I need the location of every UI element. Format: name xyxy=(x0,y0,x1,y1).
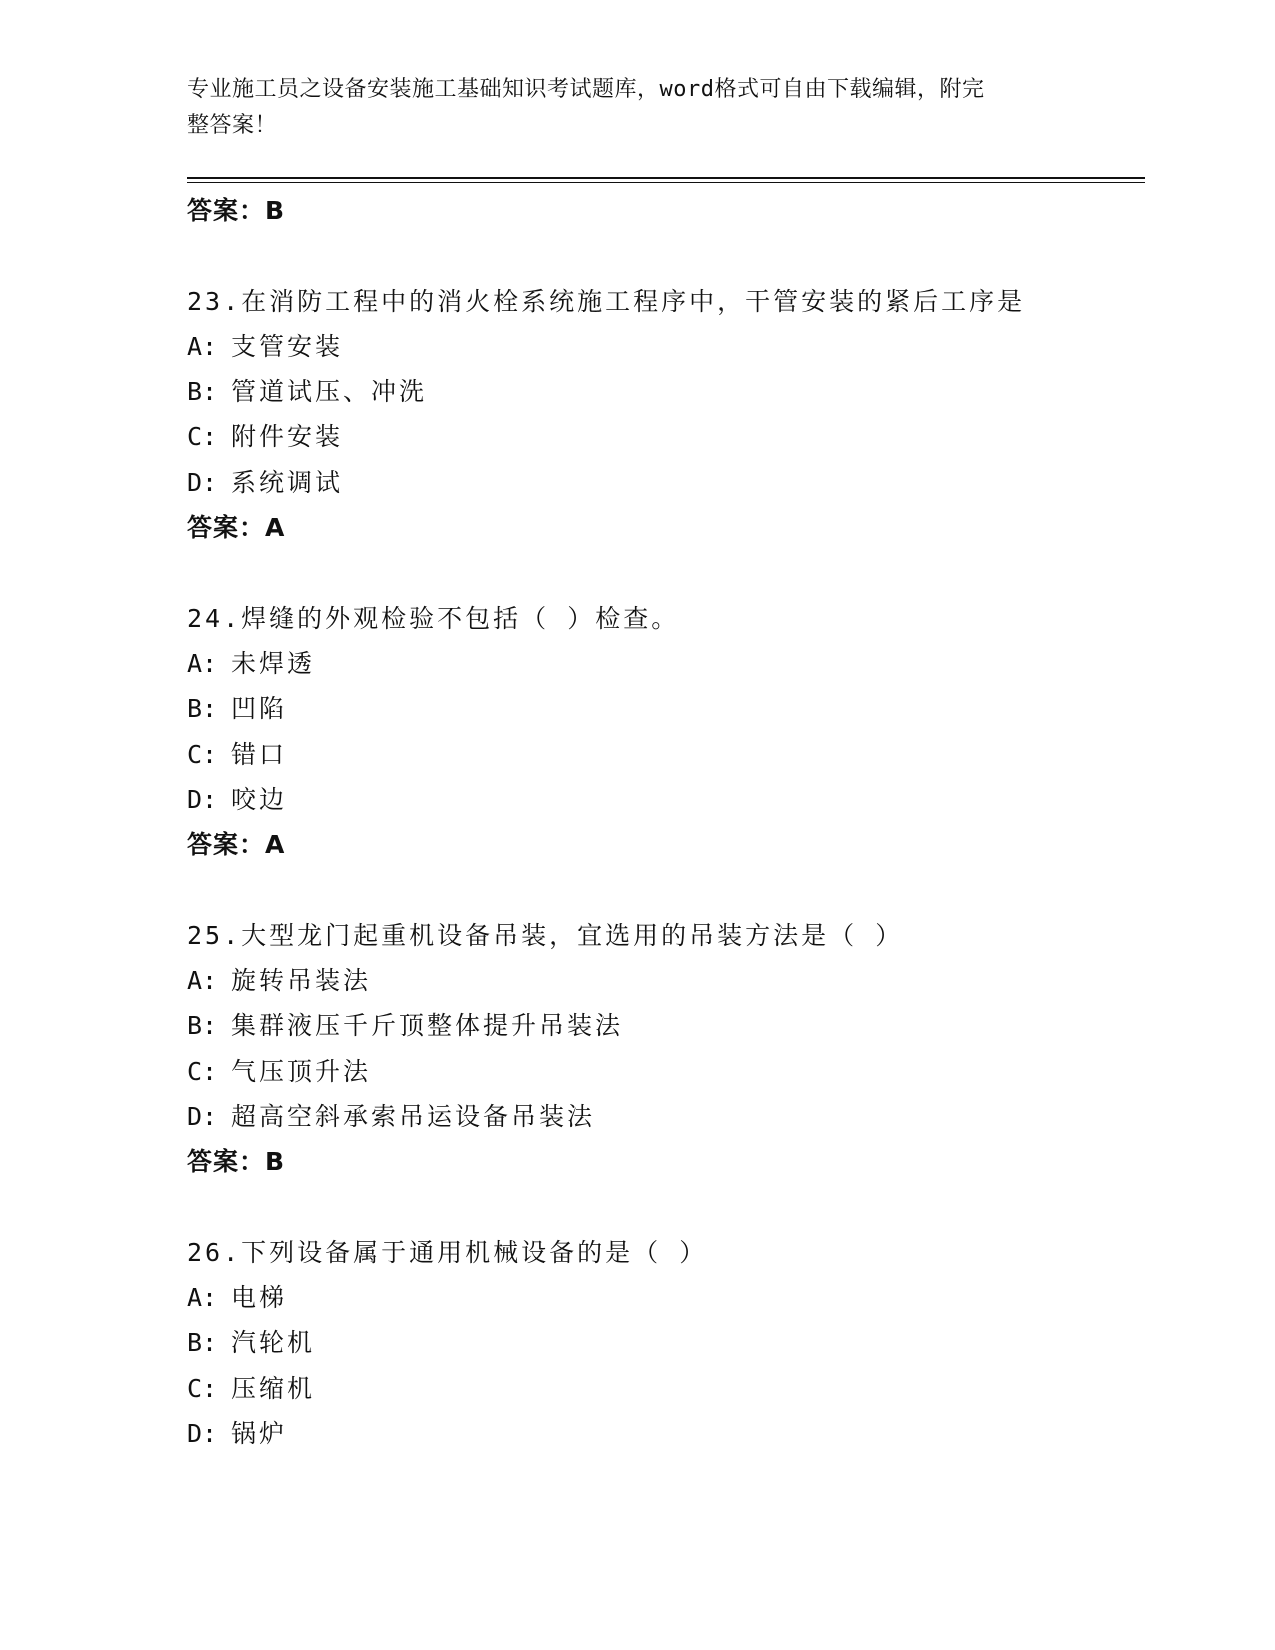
option-c xyxy=(187,1366,1145,1411)
option-key: D: xyxy=(187,467,218,497)
option-key: A: xyxy=(187,1283,218,1313)
question-list xyxy=(187,188,1145,1456)
option-b xyxy=(187,1003,1145,1048)
option-key: D: xyxy=(187,784,218,814)
option-d xyxy=(187,460,1145,505)
option-text: 支管安装 xyxy=(231,331,344,361)
answer: 答案：A xyxy=(187,513,286,543)
option-text: 超高空斜承索吊运设备吊装法 xyxy=(231,1101,596,1131)
question-26 xyxy=(187,1230,1145,1456)
question-24 xyxy=(187,596,1145,868)
option-c xyxy=(187,1049,1145,1094)
spacer xyxy=(187,1185,1145,1230)
option-key: A: xyxy=(187,648,218,678)
option-text: 集群液压千斤顶整体提升吊装法 xyxy=(231,1011,624,1041)
option-text: 电梯 xyxy=(231,1283,288,1313)
option-key: D: xyxy=(187,1101,218,1131)
option-text: 错口 xyxy=(231,739,288,769)
option-key: C: xyxy=(187,1373,218,1403)
option-key: C: xyxy=(187,1056,218,1086)
option-text: 系统调试 xyxy=(231,467,344,497)
option-text: 凹陷 xyxy=(231,694,288,724)
option-d xyxy=(187,1411,1145,1456)
option-a xyxy=(187,1275,1145,1320)
option-text: 咬边 xyxy=(231,784,288,814)
option-d xyxy=(187,1094,1145,1139)
question-stem: 25.大型龙门起重机设备吊装，宜选用的吊装方法是（ ） xyxy=(187,920,904,950)
option-b xyxy=(187,686,1145,731)
answer: 答案：A xyxy=(187,830,286,860)
option-key: C: xyxy=(187,739,218,769)
option-c xyxy=(187,732,1145,777)
option-d xyxy=(187,777,1145,822)
answer-q22: 答案：B xyxy=(187,196,286,225)
option-text: 压缩机 xyxy=(231,1373,316,1403)
header-rule-thick xyxy=(187,177,1145,179)
option-text: 附件安装 xyxy=(231,422,344,452)
question-23 xyxy=(187,279,1145,551)
option-text: 旋转吊装法 xyxy=(231,966,372,996)
answer: 答案：B xyxy=(187,1147,286,1177)
option-text: 气压顶升法 xyxy=(231,1056,372,1086)
option-a xyxy=(187,324,1145,369)
header-line-2: 整答案！ xyxy=(187,113,278,138)
option-text: 汽轮机 xyxy=(231,1328,316,1358)
spacer xyxy=(187,233,1145,278)
option-key: B: xyxy=(187,694,218,724)
question-25 xyxy=(187,913,1145,1185)
option-a xyxy=(187,641,1145,686)
option-text: 锅炉 xyxy=(231,1419,288,1449)
header-rule-thin xyxy=(187,182,1145,183)
question-stem: 26.下列设备属于通用机械设备的是（ ） xyxy=(187,1237,708,1267)
question-stem: 23.在消防工程中的消火栓系统施工程序中，干管安装的紧后工序是 xyxy=(187,286,1026,316)
option-key: B: xyxy=(187,377,218,407)
question-stem: 24.焊缝的外观检验不包括（ ）检查。 xyxy=(187,603,680,633)
spacer xyxy=(187,867,1145,912)
spacer xyxy=(187,550,1145,595)
option-key: A: xyxy=(187,966,218,996)
header-line-1: 专业施工员之设备安装施工基础知识考试题库，word格式可自由下载编辑，附完 xyxy=(187,77,985,102)
option-a xyxy=(187,958,1145,1003)
option-key: B: xyxy=(187,1011,218,1041)
option-text: 管道试压、冲洗 xyxy=(231,377,428,407)
option-key: D: xyxy=(187,1419,218,1449)
option-key: C: xyxy=(187,422,218,452)
page-header xyxy=(187,72,1067,144)
option-c xyxy=(187,414,1145,459)
option-text: 未焊透 xyxy=(231,648,316,678)
option-b xyxy=(187,369,1145,414)
option-key: A: xyxy=(187,331,218,361)
option-b xyxy=(187,1320,1145,1365)
option-key: B: xyxy=(187,1328,218,1358)
